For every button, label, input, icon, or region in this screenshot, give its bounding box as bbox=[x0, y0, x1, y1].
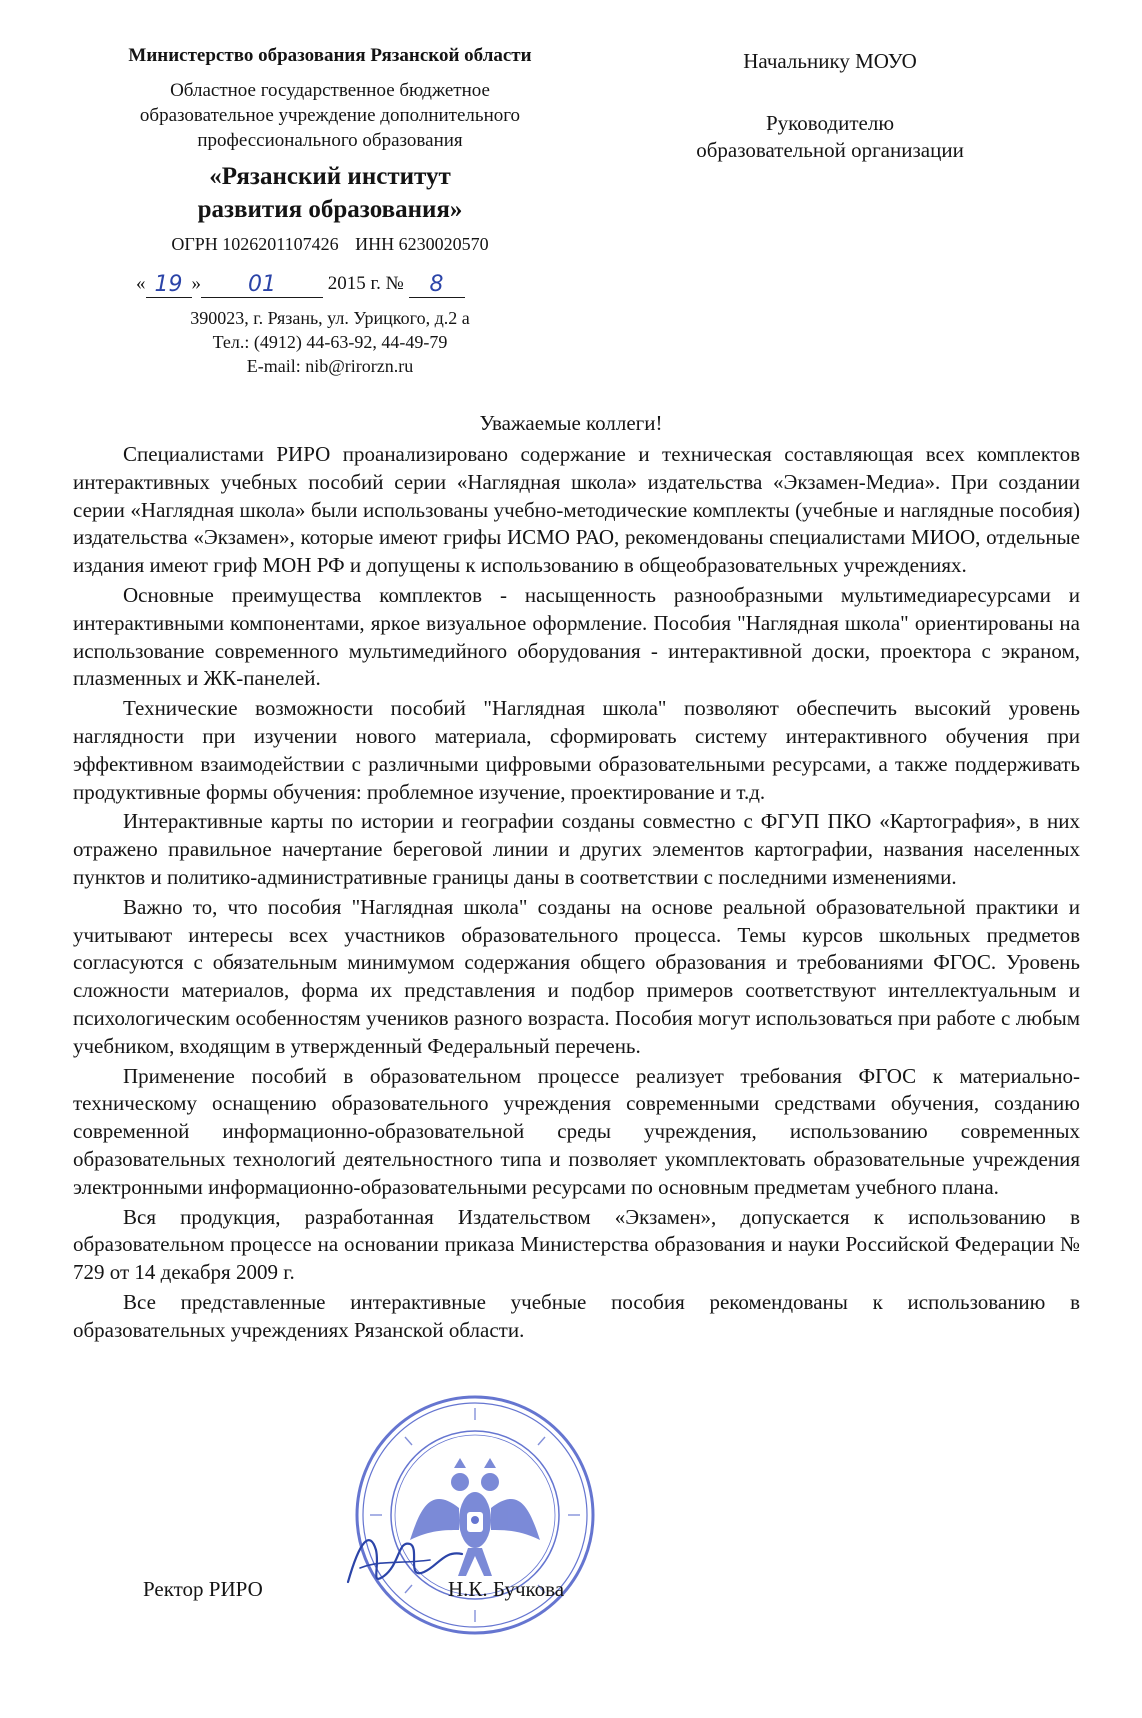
institute-name bbox=[80, 160, 580, 226]
body-paragraph: Важно то, что пособия "Наглядная школа" созданы на основе реальной образовательной практики и учитывают интересы всех участников образовательного процесса. Темы курсов школьных предметов согласуются с обязательным минимумом содержания общего образования и требованиями ФГОС. Уровень сложности материалов, форма их представления и подбор примеров соответствуют интеллектуальным и психологическим особенностям учеников разного возраста. Пособия могут использоваться при работе с любым учебником, входящим в утвержденный Федеральный перечень. bbox=[73, 894, 1080, 1058]
institute-line: развития образования» bbox=[197, 196, 463, 223]
org-type-line: профессионального образования bbox=[197, 130, 463, 151]
body-paragraph: Вся продукция, разработанная Издательством «Экзамен», допускается к использованию в образовательном процессе на основании приказа Министерства образования и науки Российской Федерации № 729 от 14 декабря 2009 г. bbox=[73, 1204, 1080, 1285]
institute-line: «Рязанский институт bbox=[209, 163, 451, 190]
ogrn: ОГРН 1026201107426 bbox=[171, 234, 339, 254]
greeting: Уважаемые коллеги! bbox=[479, 411, 663, 435]
quote-open: « bbox=[136, 273, 146, 294]
inn: ИНН 6230020570 bbox=[355, 234, 489, 254]
body-paragraph: Интерактивные карты по истории и географии созданы совместно с ФГУП ПКО «Картография», в них отражено правильное начертание береговой линии и других элементов картографии, названия населенных пунктов и политико-административные границы даны в соответствии с последними изменениями. bbox=[73, 809, 1080, 889]
addressee-line: Руководителю bbox=[765, 111, 895, 135]
phone-line: Тел.: (4912) 44-63-92, 44-49-79 bbox=[212, 332, 448, 352]
addressee-org-head bbox=[630, 110, 1030, 164]
ministry-name: Министерство образования Рязанской области bbox=[128, 45, 532, 66]
handwritten-number: 8 bbox=[409, 273, 465, 298]
body-paragraph: Применение пособий в образовательном процессе реализует требования ФГОС к материально-техническому оснащению образовательного учреждения современными средствами обучения, созданию современной информационно-образовательной среды учреждения, использованию современных образовательных технологий деятельностного типа и позволяет укомплектовать образовательные учреждения электронными информационно-образовательными ресурсами по основным предметам учебного плана. bbox=[73, 1063, 1080, 1199]
address-line: 390023, г. Рязань, ул. Урицкого, д.2 а bbox=[190, 308, 470, 328]
signer-name: Н.К. Бучкова bbox=[448, 1577, 565, 1601]
quote-close: » bbox=[191, 273, 201, 294]
outgoing-number-line bbox=[136, 270, 465, 298]
org-type-line: образовательное учреждение дополнительного bbox=[139, 105, 521, 126]
email-line: E-mail: nib@rirorzn.ru bbox=[246, 356, 414, 376]
addressee-moyo: Начальнику МОУО bbox=[743, 49, 917, 73]
year-label: 2015 г. № bbox=[327, 273, 404, 294]
institute-address bbox=[80, 306, 580, 378]
handwritten-day: 19 bbox=[146, 273, 192, 298]
handwritten-month: 01 bbox=[201, 273, 323, 298]
organization-type bbox=[80, 78, 580, 153]
signer-role: Ректор РИРО bbox=[143, 1577, 263, 1601]
letter-body bbox=[73, 441, 1080, 1347]
addressee-line: образовательной организации bbox=[696, 138, 964, 162]
registration-ids bbox=[80, 232, 580, 256]
org-type-line: Областное государственное бюджетное bbox=[170, 80, 490, 101]
body-paragraph: Основные преимущества комплектов - насыщенность разнообразными мультимедиаресурсами и интерактивными компонентами, яркое визуальное оформление. Пособия "Наглядная школа" ориентированы на использование современного мультимедийного оборудования - интерактивной доски, проектора с экраном, плазменных и ЖК-панелей. bbox=[73, 582, 1080, 691]
body-paragraph: Специалистами РИРО проанализировано содержание и техническая составляющая всех комплектов интерактивных учебных пособий серии «Наглядная школа» издательства «Экзамен-Медиа». При создании серии «Наглядная школа» были использованы учебно-методические комплекты (учебные и наглядные пособия) издательства «Экзамен», которые имеют грифы ИСМО РАО, рекомендованы специалистами МИОО, отдельные издания имеют гриф МОН РФ и допущены к использованию в общеобразовательных учреждениях. bbox=[73, 442, 1080, 578]
body-paragraph: Все представленные интерактивные учебные пособия рекомендованы к использованию в образовательных учреждениях Рязанской области. bbox=[73, 1289, 1080, 1342]
body-paragraph: Технические возможности пособий "Наглядная школа" позволяют обеспечить высокий уровень наглядности при изучении нового материала, сформировать систему интерактивного обучения при эффективном взаимодействии с различными цифровыми образовательными ресурсами, а также поддерживать продуктивные формы обучения: проблемное изучение, проектирование и т.д. bbox=[73, 696, 1080, 804]
